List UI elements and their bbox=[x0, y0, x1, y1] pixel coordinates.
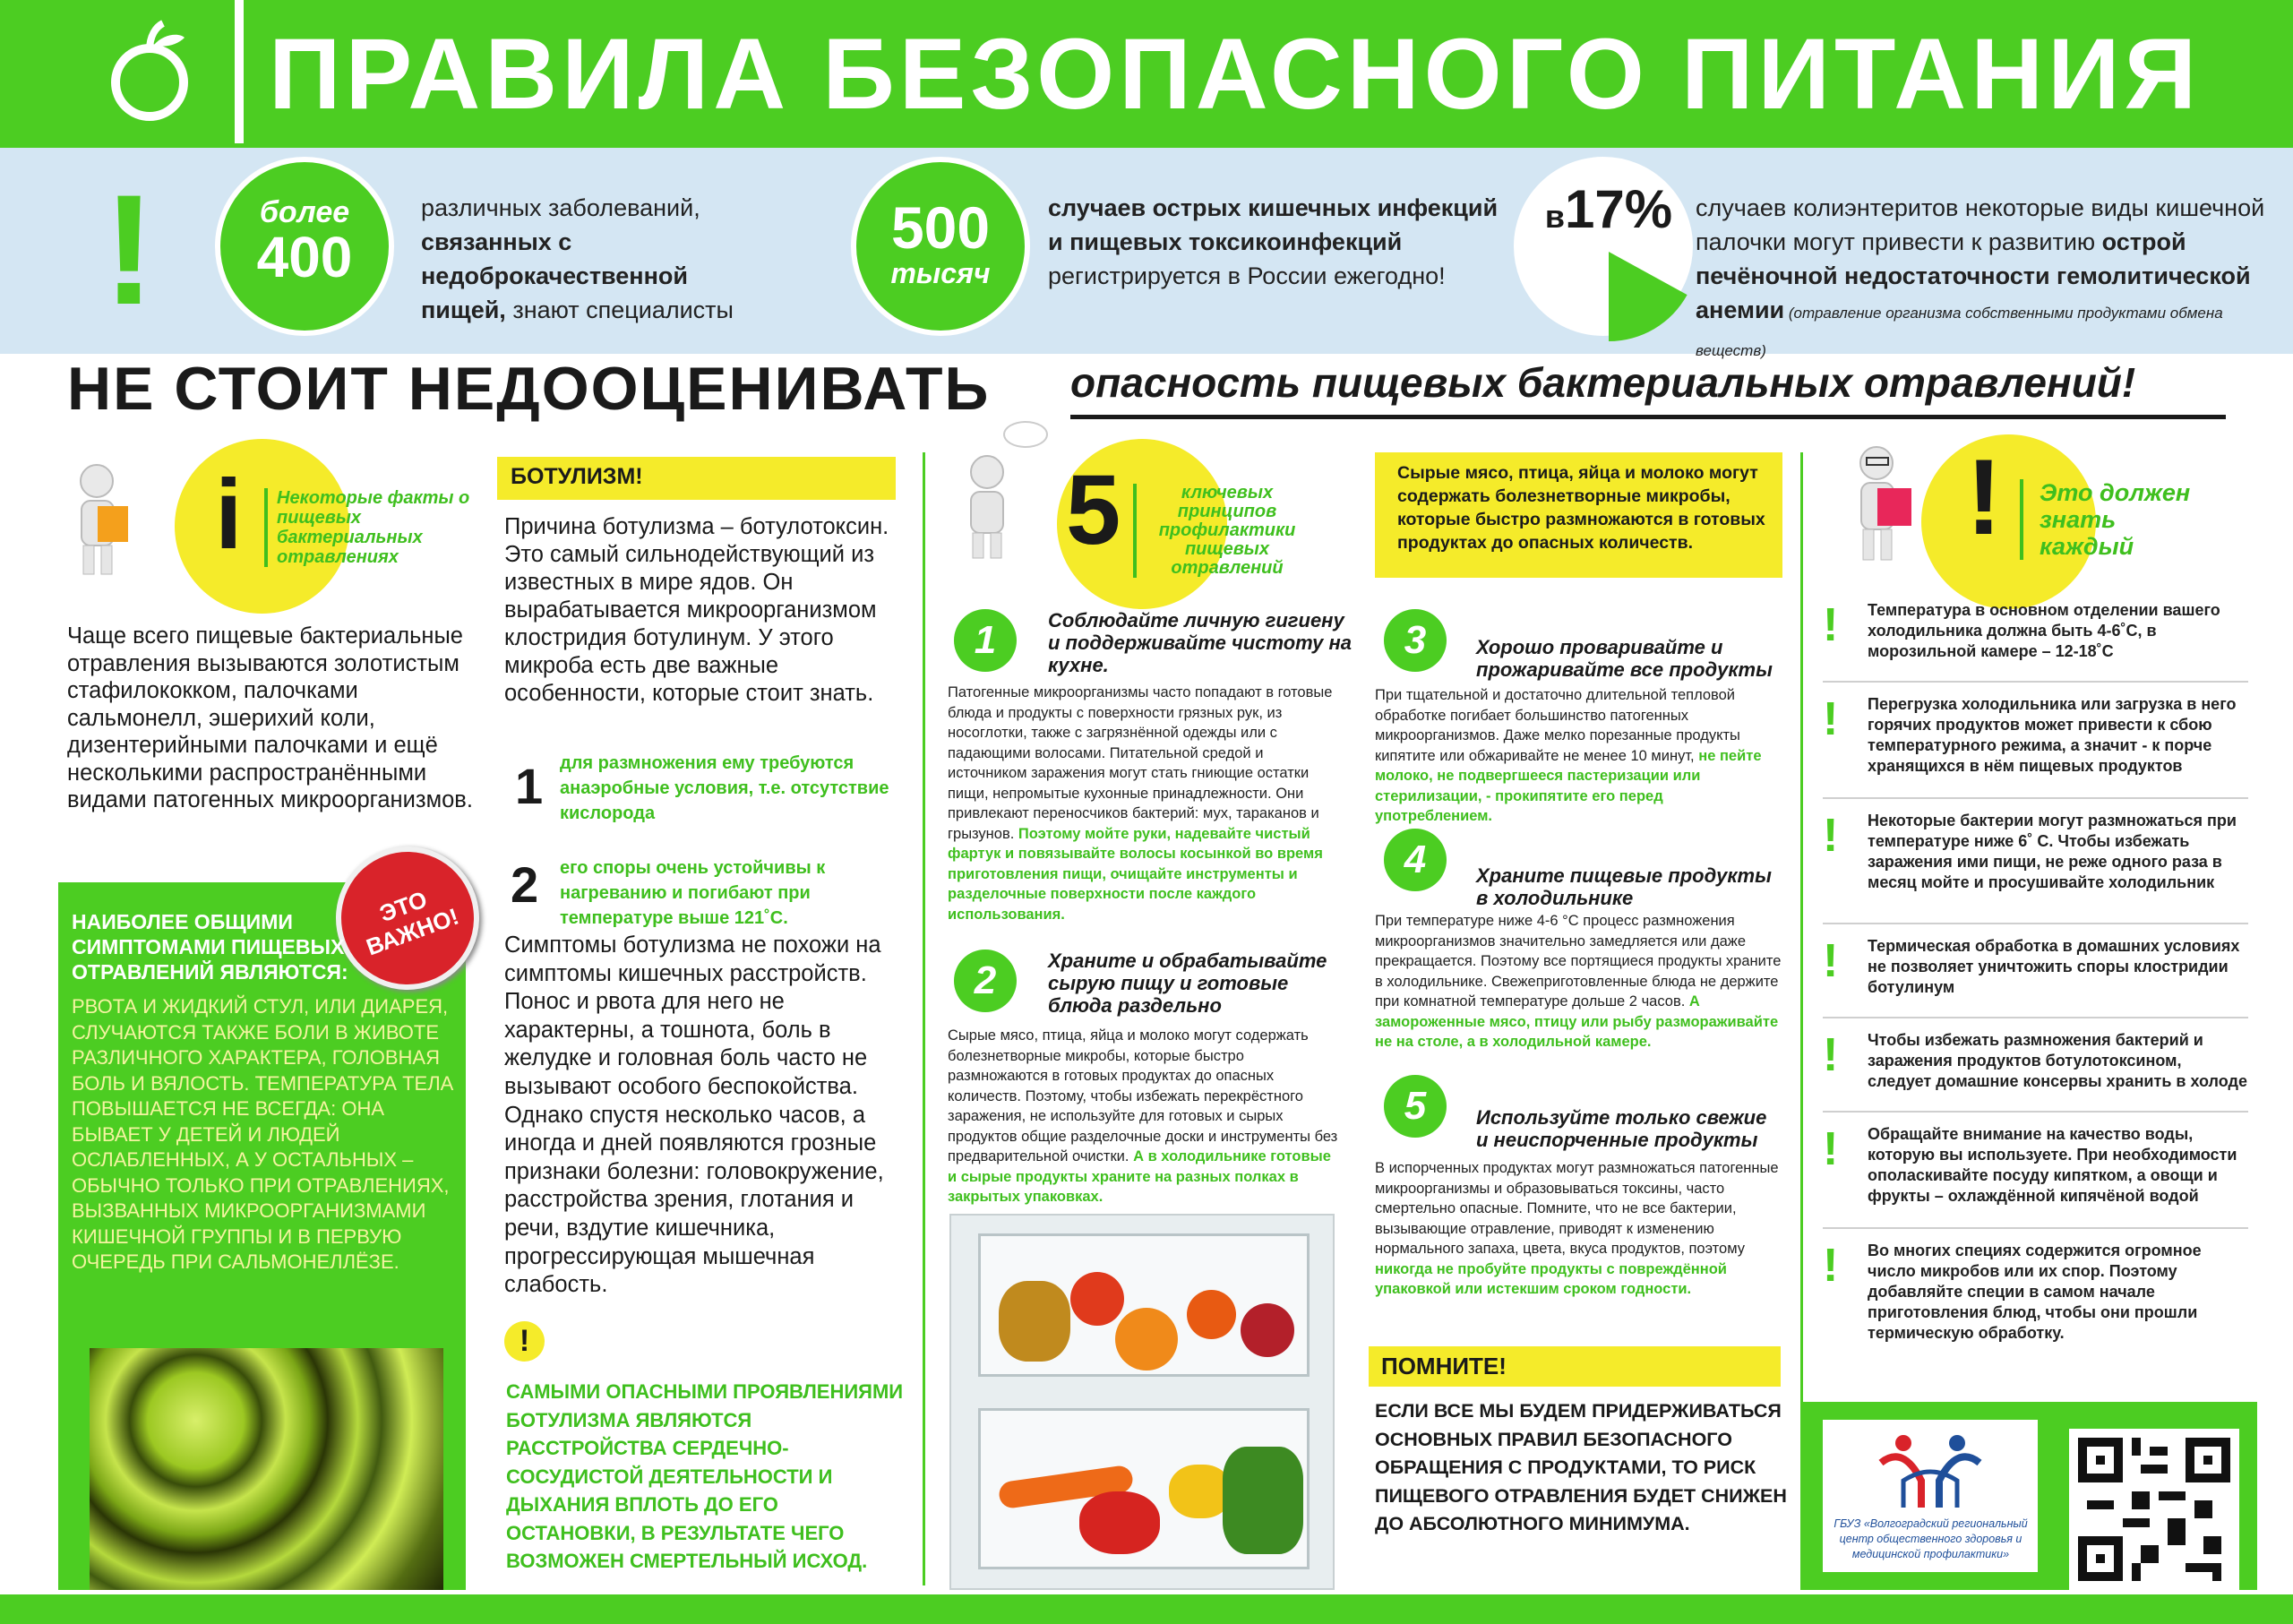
headline-main: НЕ СТОИТ НЕДООЦЕНИВАТЬ bbox=[67, 355, 991, 423]
principle-text bbox=[1375, 911, 1782, 1053]
stat-line: связанных с недоброкачественной bbox=[421, 228, 689, 289]
botulism-item-1: для размножения ему требуются анаэробные условия, т.е. отсутствие кислорода bbox=[560, 753, 889, 823]
principle-number: 4 bbox=[1384, 829, 1447, 891]
stat-rest: палочки могут привести к развитию bbox=[1696, 228, 2102, 255]
logo-box bbox=[63, 0, 233, 143]
tip-divider bbox=[1823, 797, 2248, 799]
fridge-drawer-top bbox=[978, 1233, 1310, 1377]
principle-number: 3 bbox=[1384, 609, 1447, 672]
principle-number: 5 bbox=[1384, 1075, 1447, 1138]
principle-title: Храните пищевые продукты в холодильнике bbox=[1476, 864, 1772, 909]
headline-underline bbox=[1070, 415, 2226, 419]
principle-title: Храните и обрабатывайте сырую пищу и готовые блюда раздельно bbox=[1048, 949, 1327, 1017]
org-name: ГБУЗ «Волгоградский региональный центр общественного здоровья и медицинской профилактики» bbox=[1834, 1517, 2028, 1560]
botulism-warning: САМЫМИ ОПАСНЫМИ ПРОЯВЛЕНИЯМИ БОТУЛИЗМА ЯВЛЯЮТСЯ РАССТРОЙСТВА СЕРДЕЧНО-СОСУДИСТОЙ ДЕЯТЕЛЬНОСТИ И ДЫХАНИЯ ВПЛОТЬ ДО ЕГО ОСТАНОВКИ, В РЕЗУЛЬТАТЕ ЧЕГО ВОЗМОЖЕН СМЕРТЕЛЬНЫЙ ИСХОД. bbox=[506, 1380, 904, 1572]
qr-code[interactable] bbox=[2069, 1429, 2239, 1590]
bottom-bar bbox=[0, 1594, 2293, 1624]
item-number: 1 bbox=[515, 758, 544, 814]
stat-number: 17% bbox=[1565, 179, 1673, 239]
principle-text bbox=[1375, 685, 1782, 827]
stat-circle-500 bbox=[851, 157, 1030, 336]
item-number: 2 bbox=[511, 856, 539, 913]
stat-line: печёночной недостаточности гемолитической bbox=[1696, 262, 2251, 289]
stat-text-1 bbox=[421, 191, 833, 327]
person-thinking-icon bbox=[958, 452, 1017, 560]
stat-bold: пищей, bbox=[421, 296, 506, 323]
stat-bold: анемии bbox=[1696, 296, 1785, 323]
badge-caption: Это должен знать каждый bbox=[2020, 479, 2208, 560]
warning-icon: ! bbox=[504, 1321, 545, 1362]
bacteria-photo bbox=[90, 1348, 443, 1590]
principle-text bbox=[948, 1026, 1342, 1207]
tip-item: Температура в основном отделении вашего холодильника должна быть 4-6˚С, в морозильной камере – 12-18˚С bbox=[1868, 601, 2220, 660]
principle-title: Хорошо проваривайте и прожаривайте все продукты bbox=[1476, 636, 1773, 681]
botulism-intro: Причина ботулизма – ботулотоксин. Это самый сильнодействующий из известных в мире ядов. Он вырабатывается микроорганизмом клостридия ботулинум. У этого микроба есть две важные особенности, которые стоит знать. bbox=[504, 514, 889, 706]
stat-text-2 bbox=[1048, 191, 1514, 293]
stat-circle-400 bbox=[215, 157, 394, 336]
stat-line: случаев колиэнтеритов некоторые виды кишечной bbox=[1696, 194, 2265, 221]
tip-item: Термическая обработка в домашних условиях не позволяет уничтожить споры клостридии ботулинум bbox=[1868, 937, 2240, 996]
apple-image bbox=[1241, 1303, 1294, 1357]
remember-title: ПОМНИТЕ! bbox=[1369, 1346, 1781, 1387]
tip-divider bbox=[1823, 1017, 2248, 1018]
symptoms-text: РВОТА И ЖИДКИЙ СТУЛ, ИЛИ ДИАРЕЯ, СЛУЧАЮТСЯ ТАКЖЕ БОЛИ В ЖИВОТЕ РАЗЛИЧНОГО ХАРАКТЕРА, ГОЛОВНАЯ БОЛЬ И ВЯЛОСТЬ. ТЕМПЕРАТУРА ТЕЛА ПОВЫШАЕТСЯ НЕ ВСЕГДА: ОНА БЫВАЕТ У ДЕТЕЙ И ЛЮДЕЙ ОСЛАБЛЕННЫХ, А У ОСТАЛЬНЫХ – ОБЫЧНО ТОЛЬКО ПРИ ОТРАВЛЕНИЯХ, ВЫЗВАННЫХ МИКРООРГАНИЗМАМИ КИШЕЧНОЙ ГРУППЫ И В ПЕРВУЮ ОЧЕРЕДЬ ПРИ САЛЬМОНЕЛЛЁЗЕ. bbox=[72, 995, 454, 1273]
principle-body: Патогенные микроорганизмы часто попадают в готовые блюда и продукты с поверхности грязных рук, из носоглотки, также с загрязнённой одежды или с падающими волосами. Питательной средой и источником заражения могут стать гниющие остатки пищи, непромытые кухонные принадлежности. Они привлекают переносчиков бактерий: мух, тараканов и грызунов. bbox=[948, 684, 1333, 842]
principle-highlight: А в холодильнике готовые и сырые продукты храните на разных полках в закрытых упаковках. bbox=[948, 1148, 1331, 1205]
intro-text: Чаще всего пищевые бактериальные отравления вызываются золотистым стафилококком, палочками сальмонелл, эшерихий коли, дизентерийными палочками и ещё несколькими распространёнными видами патогенных микроорганизмов. bbox=[67, 623, 473, 812]
exclamation-icon: ! bbox=[1966, 437, 2002, 557]
exclamation-icon: ! bbox=[1823, 693, 1839, 745]
tip-divider bbox=[1823, 923, 2248, 924]
stat-line: различных заболеваний, bbox=[421, 194, 700, 221]
stat-line: регистрируется в России ежегодно! bbox=[1048, 262, 1446, 289]
person-reading-icon bbox=[67, 461, 134, 578]
tip-divider bbox=[1823, 1111, 2248, 1113]
stat-line bbox=[1696, 293, 2269, 368]
stat-bottom-label: тысяч bbox=[890, 257, 991, 289]
stat-number: 400 bbox=[256, 225, 353, 289]
tip-divider bbox=[1823, 1227, 2248, 1229]
org-logo-box bbox=[1823, 1420, 2038, 1572]
exclamation-icon: ! bbox=[1823, 935, 1839, 987]
greens-image bbox=[1223, 1447, 1303, 1554]
botulism-symptoms: Симптомы ботулизма не похожи на симптомы кишечных расстройств. Понос и рвота для него не характерны, а тошнота, боль в желудке и головная боль часто не вызывают особого беспокойства. Однако спустя несколько часов, а иногда и дней появляются грозные признаки болезни: головокружение, расстройства зрения, глотания и речи, вздутие кишечника, прогрессирующая мышечная слабость. bbox=[504, 932, 884, 1298]
principle-title: Соблюдайте личную гигиену и поддерживайте чистоту на кухне. bbox=[1048, 609, 1353, 676]
stat-line bbox=[421, 293, 833, 327]
tip-item: Во многих специях содержится огромное число микробов или их спор. Поэтому добавляйте специи в самом начале приготовления блюд, чтобы они прошли термическую обработку. bbox=[1868, 1242, 2202, 1342]
principle-body: При тщательной и достаточно длительной тепловой обработке погибает большинство патогенных микроорганизмов. Даже мелко порезанные продукты кипятите или обжаривайте не менее 10 минут, bbox=[1375, 687, 1740, 764]
stat-note: (отравление организма собственными продуктами обмена веществ) bbox=[1696, 305, 2223, 359]
column-divider bbox=[923, 452, 925, 1585]
exclamation-icon: ! bbox=[1823, 599, 1839, 651]
botulism-title: БОТУЛИЗМ! bbox=[497, 457, 896, 500]
page-title: ПРАВИЛА БЕЗОПАСНОГО ПИТАНИЯ bbox=[269, 18, 2202, 130]
orange-image bbox=[1115, 1308, 1178, 1371]
stat-bold: острой bbox=[2101, 228, 2186, 255]
exclamation-icon: ! bbox=[103, 163, 156, 338]
thought-bubble-icon bbox=[1003, 421, 1048, 448]
org-logo-icon bbox=[1868, 1427, 1993, 1512]
principle-text bbox=[948, 683, 1342, 924]
stat-line: случаев острых кишечных инфекций bbox=[1048, 194, 1499, 221]
tip-item: Перегрузка холодильника или загрузка в него горячих продуктов может привести к сбою температурного режима, а значит - к порче хранящихся в нём пищевых продуктов bbox=[1868, 695, 2237, 775]
stat-top-label: более bbox=[259, 195, 350, 229]
principle-text bbox=[1375, 1158, 1782, 1300]
exclamation-icon: ! bbox=[1823, 1240, 1839, 1292]
principle-title: Используйте только свежие и неиспорченные продукты bbox=[1476, 1106, 1767, 1151]
apple-icon bbox=[99, 18, 202, 125]
orange-image bbox=[1187, 1290, 1236, 1339]
info-icon: i bbox=[215, 460, 243, 570]
tip-item: Обращайте внимание на качество воды, которую вы используете. При необходимости ополаскивайте посуду кипятком, а овощи и фрукты – охлаждённой кипячёной водой bbox=[1868, 1125, 2237, 1205]
principle-body: В испорченных продуктах могут размножаться патогенные микроорганизмы и образовываться токсины, часто смертельно опасные. Помните, что не все бактерии, вызывающие отравление, приводят к изменению нормального запаха, цвета, вкуса продуктов, поэтому bbox=[1375, 1160, 1779, 1257]
stat-label-17 bbox=[1514, 178, 1704, 240]
principle-body: При температуре ниже 4-6 °С процесс размножения микроорганизмов значительно замедляется или даже прекращается. Поэтому все портящиеся продукты храните в холодильнике. Свежеприготовленные блюда не держите при комнатной температуре дольше 2 часов. bbox=[1375, 913, 1782, 1010]
principle-number: 2 bbox=[954, 949, 1017, 1012]
pepper-image bbox=[1079, 1491, 1160, 1554]
principle-body: Сырые мясо, птица, яйца и молоко могут содержать болезнетворные микробы, которые быстро размножаются в готовых продуктах до опасных количеств. Поэтому, чтобы избежать перекрёстного заражения, не используйте для готовых и сырых продуктов общие разделочные доски и инструменты без предварительной очистки. bbox=[948, 1027, 1338, 1164]
fridge-photo bbox=[949, 1214, 1335, 1590]
important-sticker: ЭТО ВАЖНО! bbox=[315, 826, 499, 1010]
stat-prefix: в bbox=[1544, 198, 1566, 235]
badge-caption: Некоторые факты о пищевых бактериальных отравлениях bbox=[264, 488, 470, 567]
highlight-text: Сырые мясо, птица, яйца и молоко могут содержать болезнетворные микробы, которые быстро размножаются в готовых продуктах до опасных количеств. bbox=[1397, 463, 1765, 553]
remember-text: ЕСЛИ ВСЕ МЫ БУДЕМ ПРИДЕРЖИВАТЬСЯ ОСНОВНЫХ ПРАВИЛ БЕЗОПАСНОГО ОБРАЩЕНИЯ С ПРОДУКТАМИ, ТО РИСК ПИЩЕВОГО ОТРАВЛЕНИЯ БУДЕТ СНИЖЕН ДО АБСОЛЮТНОГО МИНИМУМА. bbox=[1375, 1400, 1787, 1534]
exclamation-icon: ! bbox=[1823, 1029, 1839, 1081]
badge-caption: ключевых принципов профилактики пищевых отравлений bbox=[1133, 484, 1312, 578]
headline-sub: опасность пищевых бактериальных отравлений! bbox=[1070, 359, 2136, 406]
stat-line bbox=[1696, 225, 2269, 259]
tip-divider bbox=[1823, 681, 2248, 683]
qr-code-icon bbox=[2078, 1438, 2230, 1581]
stat-line: и пищевых токсикоинфекций bbox=[1048, 228, 1403, 255]
exclamation-icon: ! bbox=[1823, 1123, 1839, 1175]
stat-number: 500 bbox=[890, 194, 991, 261]
botulism-item-2: его споры очень устойчивы к нагреванию и погибают при температуре выше 121˚С. bbox=[560, 858, 826, 928]
person-reading-icon bbox=[1845, 443, 1917, 564]
fridge-drawer-bottom bbox=[978, 1408, 1310, 1569]
principle-highlight: Поэтому мойте руки, надевайте чистый фартук и повязывайте волосы косынкой во время приготовления пищи, очищайте инструменты и разделочные поверхности после каждого использования. bbox=[948, 825, 1323, 923]
five-icon: 5 bbox=[1066, 455, 1121, 565]
tip-item: Чтобы избежать размножения бактерий и заражения продуктов ботулотоксином, следует домашние консервы хранить в холоде bbox=[1868, 1031, 2247, 1090]
tip-item: Некоторые бактерии могут размножаться при температуре ниже 6˚ С. Чтобы избежать заражения ими пищи, не реже одного раза в месяц мойте и просушивайте холодильник bbox=[1868, 812, 2237, 891]
exclamation-icon: ! bbox=[1823, 810, 1839, 862]
symptoms-title: НАИБОЛЕЕ ОБЩИМИ СИМПТОМАМИ ПИЩЕВЫХ ОТРАВЛЕНИЙ ЯВЛЯЮТСЯ: bbox=[72, 910, 348, 984]
stat-rest: знают специалисты bbox=[505, 296, 734, 323]
principle-number: 1 bbox=[954, 609, 1017, 672]
principle-highlight: никогда не пробуйте продукты с повреждённой упаковкой или истекшим сроком годности. bbox=[1375, 1260, 1727, 1297]
pineapple-image bbox=[999, 1281, 1070, 1362]
pie-slice-17 bbox=[1609, 252, 1688, 341]
stat-circle-17 bbox=[1514, 157, 1693, 336]
stat-text-3 bbox=[1696, 191, 2269, 368]
principle-highlight: не пейте молоко, не подвергшееся пастеризации или стерилизации, - прокипятите его перед употреблением. bbox=[1375, 747, 1762, 824]
tomato-image bbox=[1070, 1272, 1124, 1326]
principle-highlight: А замороженные мясо, птицу или рыбу размораживайте не на столе, а в холодильной камере. bbox=[1375, 993, 1779, 1050]
